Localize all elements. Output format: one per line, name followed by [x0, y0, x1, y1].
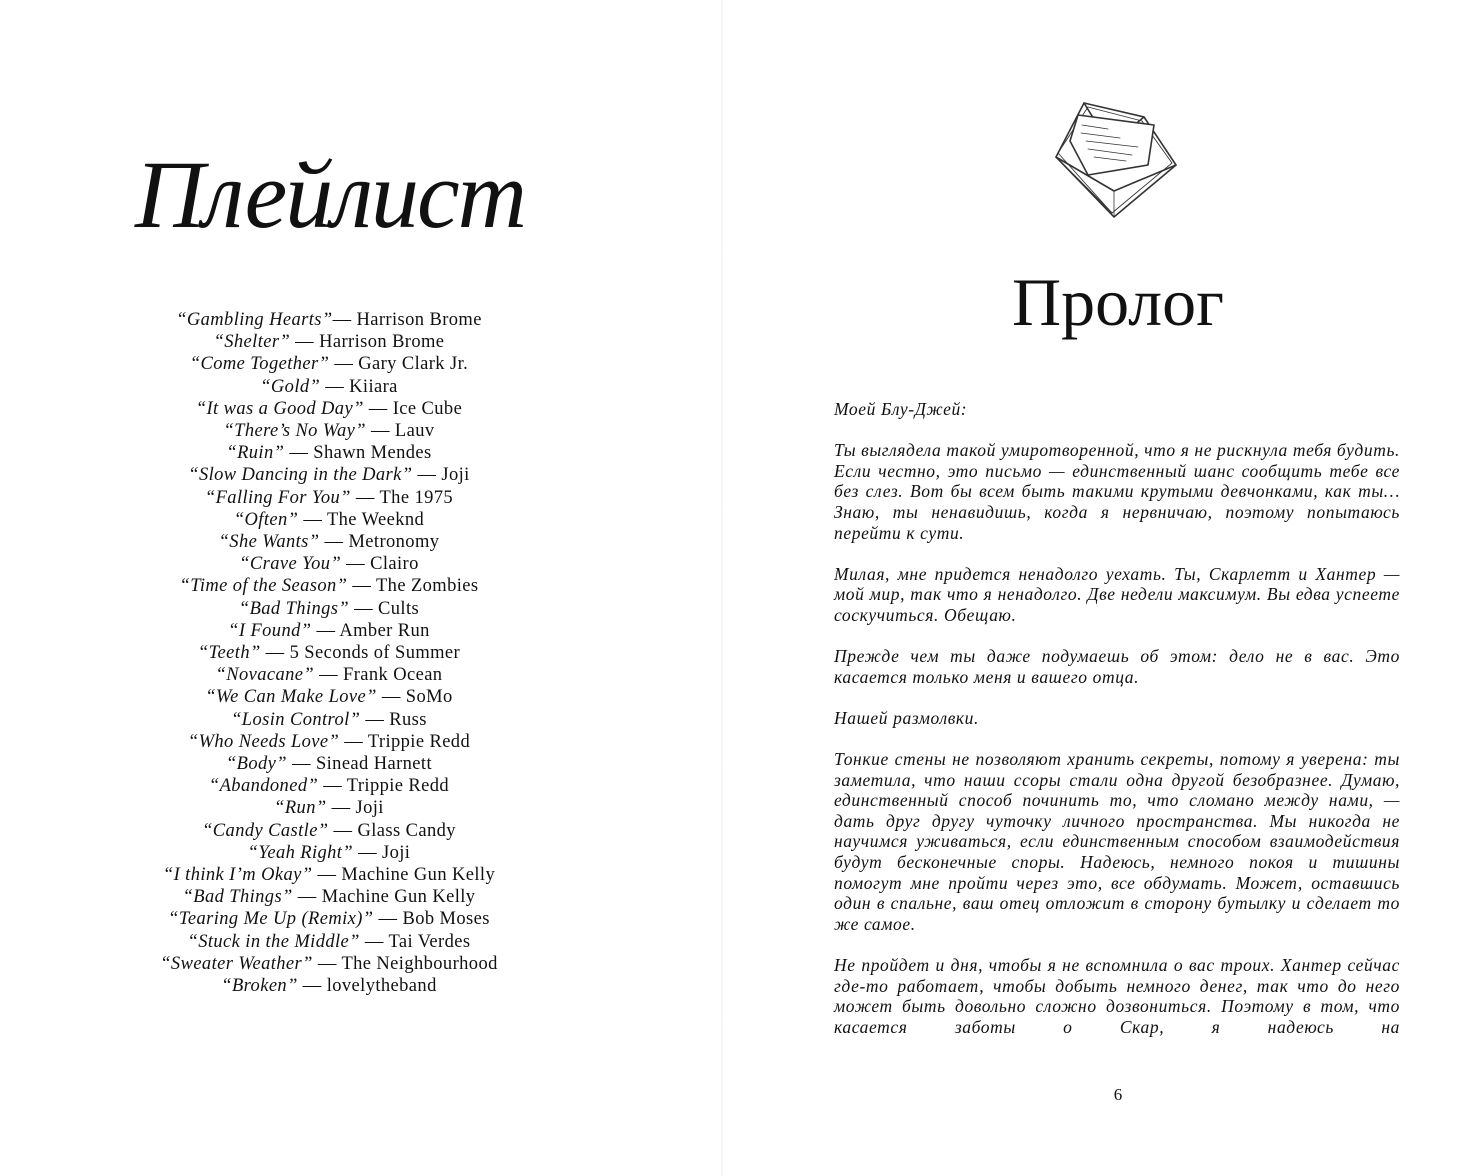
song-title: “Time of the Season” [179, 576, 348, 597]
dash-separator: — [329, 354, 359, 375]
playlist-item [0, 931, 658, 953]
song-title: “It was a Good Day” [195, 398, 364, 419]
letter-paragraph: Прежде чем ты даже подумаешь об этом: дело не в вас. Это касается только меня и вашего отца. [834, 646, 1400, 687]
dash-separator: — [339, 731, 368, 752]
artist-name: lovelytheband [326, 976, 437, 997]
playlist-item [0, 509, 658, 531]
song-title: “Falling For You” [204, 487, 351, 508]
song-title: “Gold” [260, 376, 321, 397]
dash-separator: — [359, 931, 389, 952]
playlist-item [0, 376, 658, 398]
song-title: “Crave You” [239, 554, 342, 575]
playlist-item [0, 464, 658, 486]
playlist-item [0, 420, 658, 442]
playlist-item [0, 731, 658, 753]
artist-name: 5 Seconds of Summer [289, 643, 461, 664]
artist-name: Amber Run [339, 620, 430, 641]
song-title: “She Wants” [218, 532, 320, 553]
playlist-item [0, 975, 658, 997]
playlist-item [0, 553, 658, 575]
playlist-item [0, 775, 658, 797]
song-title: “Stuck in the Middle” [187, 931, 360, 952]
dash-separator: — [373, 909, 403, 930]
song-title: “Slow Dancing in the Dark” [188, 465, 413, 486]
dash-separator: — [360, 709, 390, 730]
artist-name: Trippie Redd [346, 776, 450, 797]
right-page [723, 0, 1465, 1176]
artist-name: Lauv [394, 421, 435, 442]
artist-name: Bob Moses [402, 909, 490, 930]
dash-separator: — [298, 509, 327, 530]
playlist-item [0, 331, 658, 353]
page-number: 6 [1113, 1085, 1123, 1104]
song-title: “There’s No Way” [223, 421, 366, 442]
playlist-item [0, 686, 658, 708]
dash-separator: — [290, 332, 320, 353]
playlist-item [0, 886, 658, 908]
playlist-item [0, 309, 658, 331]
song-title: “Candy Castle” [202, 820, 329, 841]
artist-name: Joji [382, 842, 411, 863]
dash-separator: — [319, 532, 349, 553]
artist-name: The Neighbourhood [341, 953, 498, 974]
letter-paragraph: Нашей размолвки. [834, 707, 980, 728]
playlist-item [0, 908, 658, 930]
playlist-item [0, 442, 658, 464]
dash-separator: — [320, 376, 350, 397]
playlist-item [0, 487, 658, 509]
dash-separator: — [365, 421, 395, 442]
playlist-item [0, 753, 658, 775]
song-title: “Often” [233, 509, 299, 530]
song-title: “Gambling Hearts” [176, 310, 333, 330]
playlist-item [0, 598, 658, 620]
dash-separator: — [326, 798, 356, 819]
artist-name: Sinead Harnett [315, 754, 432, 775]
artist-name: Harrison Brome [319, 332, 445, 353]
song-title: “Bad Things” [238, 598, 350, 619]
dash-separator: — [347, 576, 376, 597]
song-title: “I Found” [228, 620, 312, 641]
song-title: “Bad Things” [182, 887, 293, 908]
song-title: “Body” [225, 754, 287, 775]
playlist-item [0, 664, 658, 686]
artist-name: Metronomy [348, 532, 440, 553]
song-title: “I think I’m Okay” [162, 865, 313, 886]
letter-paragraph: Не пройдет и дня, чтобы я не вспомнила о вас троих. Хантер сейчас где-то работает, чтобы добыть немного денег, так что до него может быть довольно сложно дозвониться. Поэтому в том, что касается заботы о Скар, я надеюсь на [834, 955, 1400, 1037]
dash-separator: — [297, 976, 327, 997]
song-title: “Shelter” [213, 332, 291, 353]
song-title: “Tearing Me Up (Remix)” [168, 909, 374, 930]
artist-name: Machine Gun Kelly [341, 865, 496, 886]
artist-name: Harrison Brome [356, 310, 482, 330]
playlist-item [0, 575, 658, 597]
dash-separator: — [341, 554, 371, 575]
dash-separator: — [332, 310, 357, 330]
artist-name: Joji [441, 465, 470, 486]
playlist [0, 309, 658, 997]
artist-name: The Zombies [375, 576, 479, 597]
song-title: “Yeah Right” [247, 842, 354, 863]
letter-salutation: Моей Блу-Джей: [834, 399, 968, 419]
letter-paragraph: Ты выглядела такой умиротворенной, что я не рискнула тебя будить. Если честно, это письмо — единственный шанс сообщить тебе все без слез. Вот бы всем быть такими крутыми девчонками, как ты… Знаю, ты ненавидишь, когда я нервничаю, поэтому попытаюсь перейти к сути. [834, 440, 1400, 543]
artist-name: Russ [389, 709, 427, 730]
playlist-item [0, 642, 658, 664]
dash-separator: — [412, 465, 442, 486]
playlist-item [0, 531, 658, 553]
dash-separator: — [353, 842, 382, 863]
song-title: “Abandoned” [208, 776, 319, 797]
song-title: “Ruin” [226, 443, 285, 464]
dash-separator: — [318, 776, 347, 797]
chapter-title: Пролог [1011, 264, 1225, 340]
song-title: “Come Together” [189, 354, 330, 375]
dash-separator: — [292, 887, 322, 908]
dash-separator: — [284, 443, 314, 464]
dash-separator: — [314, 665, 344, 686]
artist-name: Trippie Redd [367, 731, 471, 752]
dash-separator: — [312, 865, 342, 886]
song-title: “Novacane” [215, 665, 315, 686]
playlist-item [0, 797, 658, 819]
dash-separator: — [328, 820, 358, 841]
song-title: “Sweater Weather” [160, 953, 313, 974]
dash-separator: — [312, 953, 342, 974]
playlist-item [0, 842, 658, 864]
artist-name: Clairo [370, 554, 419, 575]
left-page [0, 0, 722, 1176]
dash-separator: — [311, 620, 340, 641]
dash-separator: — [363, 398, 393, 419]
song-title: “Who Needs Love” [187, 731, 340, 752]
artist-name: Frank Ocean [343, 665, 443, 686]
dash-separator: — [349, 598, 379, 619]
artist-name: Kiiara [349, 376, 398, 397]
artist-name: Tai Verdes [388, 931, 471, 952]
artist-name: Glass Candy [357, 820, 456, 841]
artist-name: Cults [378, 598, 420, 619]
song-title: “Run” [274, 798, 327, 819]
dash-separator: — [350, 487, 380, 508]
playlist-item [0, 709, 658, 731]
playlist-item [0, 620, 658, 642]
artist-name: Joji [355, 798, 384, 819]
song-title: “Broken” [221, 976, 298, 997]
letter-paragraph: Милая, мне придется ненадолго уехать. Ты, Скарлетт и Хантер — мой мир, так что я ненадолго. Две недели максимум. Вы едва успеете соскучиться. Обещаю. [834, 563, 1400, 625]
song-title: “Teeth” [197, 643, 261, 664]
playlist-item [0, 953, 658, 975]
artist-name: Gary Clark Jr. [358, 354, 469, 375]
playlist-item [0, 398, 658, 420]
dash-separator: — [260, 643, 290, 664]
letter-paragraph: Тонкие стены не позволяют хранить секреты, потому я уверена: ты заметила, что наши ссоры стали одна другой безобразнее. Думаю, единственный способ починить то, что сломано между нами, — дать друг другу чуточку личного пространства. Мы никогда не научимся уживаться, если единственным способом взаимодействия будут бесконечные споры. Надеюсь, немного покоя и тишины помогут мне пройти через это, все обдумать. Может, оставшись один в спальне, ваш отец отложит в сторону бутылку и сделает то же самое. [834, 749, 1400, 934]
artist-name: SoMo [405, 687, 453, 708]
playlist-item [0, 864, 658, 886]
artist-name: The 1975 [379, 487, 454, 508]
envelope-letter-icon [1048, 95, 1183, 230]
artist-name: Shawn Mendes [313, 443, 432, 464]
playlist-title: Плейлист [135, 141, 525, 248]
artist-name: Machine Gun Kelly [321, 887, 476, 908]
dash-separator: — [286, 754, 316, 775]
playlist-item [0, 820, 658, 842]
artist-name: The Weeknd [326, 509, 425, 530]
letter-body [834, 399, 1400, 1037]
dash-separator: — [376, 687, 406, 708]
song-title: “Losin Control” [231, 709, 361, 730]
playlist-item [0, 353, 658, 375]
artist-name: Ice Cube [392, 398, 463, 419]
song-title: “We Can Make Love” [205, 687, 377, 708]
